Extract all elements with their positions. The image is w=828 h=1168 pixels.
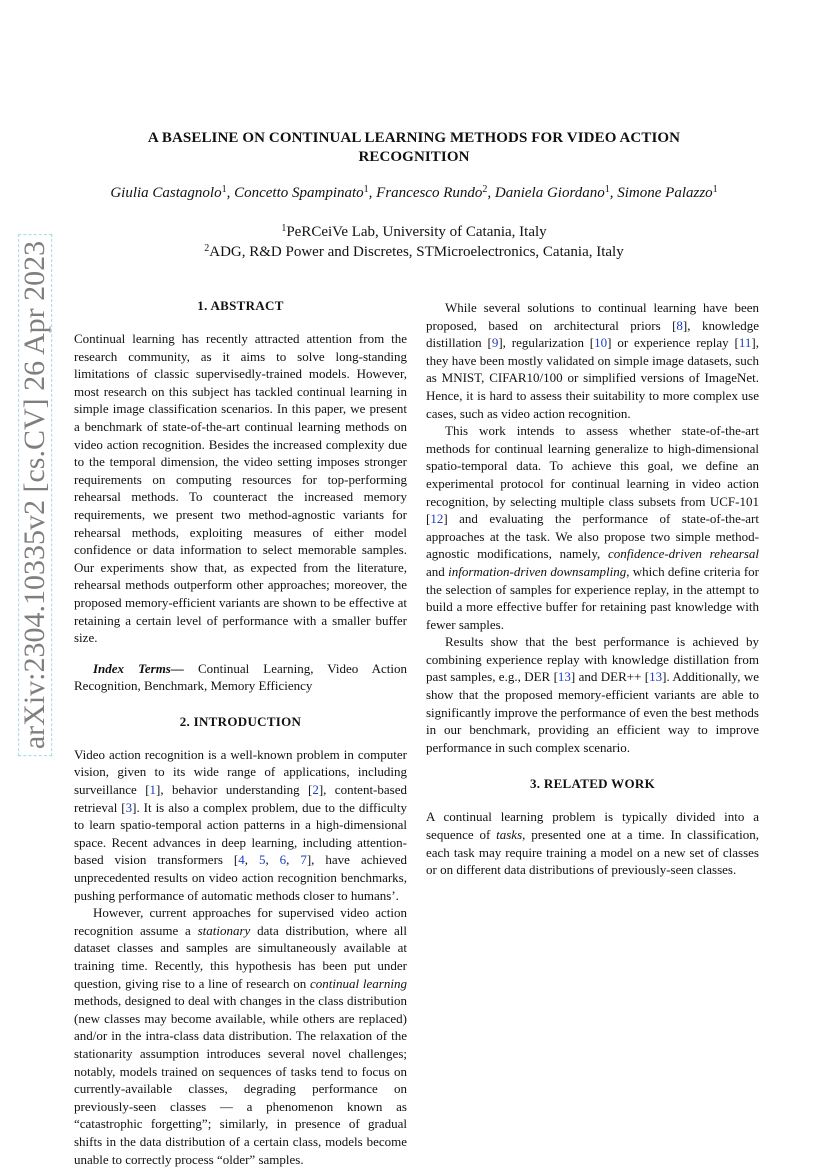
index-terms-label: Index Terms— bbox=[93, 660, 184, 676]
citation-link[interactable]: 13 bbox=[649, 669, 663, 685]
citation-link[interactable]: 7 bbox=[300, 852, 307, 868]
author-name: Giulia Castagnolo bbox=[110, 185, 222, 201]
abstract-heading: 1. ABSTRACT bbox=[197, 298, 284, 313]
related-work-heading: 3. RELATED WORK bbox=[529, 776, 655, 792]
citation-link[interactable]: 13 bbox=[557, 669, 571, 685]
author-affiliation-mark: 2 bbox=[482, 184, 488, 195]
intro-paragraph-1: Video action recognition is a well-known problem in computer vision, given to its wide range of applications, including surveillance [1], behavior understanding [2], content-based retrieval [3]. It is also a complex problem, due to the difficulty to learn spatio-temporal action patterns in a high-dimensional space. Recent advances in deep learning, including attention-based vision transformers [4, 5, 6, 7], have achieved unprecedented results on video action recognition benchmarks, pushing performance of automatic methods closer to humans’. bbox=[74, 746, 408, 903]
citation-link[interactable]: 10 bbox=[594, 335, 608, 351]
abstract-text: Continual learning has recently attracted attention from the research community, as it aims to solve long-standing limitations of classic supervisedly-trained models. However, most research on this subject has tackled continual learning in simple image classification scenarios. In this paper, we present a benchmark of state-of-the-art continual learning methods on video action recognition. Besides the increased complexity due to the temporal dimension, the video setting imposes stronger requirements on computing resources for top-performing rehearsal methods. To counteract the increased memory requirements, we present two method-agnostic variants for rehearsal methods, exploiting measures of either model confidence or data information to select memorable samples. Our experiments show that, as expected from the literature, rehearsal methods outperform other approaches; moreover, the proposed memory-efficient variants are shown to be effective at retaining a certain level of performance with a smaller buffer size. bbox=[74, 331, 407, 646]
author-name: Daniela Giordano bbox=[494, 185, 605, 201]
paper-title: A BASELINE ON CONTINUAL LEARNING METHODS FOR VIDEO ACTION RECOGNITION bbox=[147, 130, 681, 165]
author-affiliation-mark: 1 bbox=[712, 184, 718, 195]
left-column bbox=[74, 297, 407, 1168]
affiliation-mark: 2 bbox=[204, 243, 210, 254]
affiliation-2 bbox=[60, 244, 768, 261]
citation-link[interactable]: 2 bbox=[312, 782, 319, 798]
intro-paragraph-3: While several solutions to continual learning have been proposed, based on architectural priors [8], knowledge distillation [9], regularization [10] or experience replay [11], they have been mostly validated on simple image datasets, such as MNIST, CIFAR10/100 or simplified versions of ImageNet. Hence, it is hard to assess their suitability to more complex use cases, such as video action recognition. bbox=[426, 300, 759, 421]
citation-link[interactable]: 6 bbox=[279, 852, 287, 868]
emphasis-text: information-driven downsampling bbox=[448, 563, 627, 579]
citation-link[interactable]: 1 bbox=[149, 782, 157, 798]
citation-link[interactable]: 8 bbox=[676, 317, 683, 333]
arxiv-identifier[interactable]: arXiv:2304.10335v2 [cs.CV] 26 Apr 2023 bbox=[18, 234, 52, 756]
citation-link[interactable]: 11 bbox=[738, 335, 752, 351]
affiliation-text: PeRCeiVe Lab, University of Catania, Italy bbox=[286, 224, 547, 240]
right-column bbox=[426, 299, 759, 879]
author-name: Simone Palazzo bbox=[617, 185, 713, 201]
author-affiliation-mark: 1 bbox=[604, 184, 610, 195]
author-affiliation-mark: 1 bbox=[363, 184, 369, 195]
index-terms-text: Continual Learning, Video Action Recognition, Benchmark, Memory Efficiency bbox=[74, 660, 407, 694]
citation-link[interactable]: 9 bbox=[491, 335, 499, 351]
affiliation-mark: 1 bbox=[281, 223, 287, 234]
author-name: Concetto Spampinato bbox=[234, 185, 364, 201]
index-terms bbox=[74, 660, 407, 695]
intro-paragraph-5: Results show that the best performance is achieved by combining experience replay with knowledge distillation from past samples, e.g., DER [13] and DER++ [13]. Additionally, we show that the proposed memory-efficient variants are able to significantly improve the performance of even the best methods in our benchmark, providing an efficient way to improve performance in such complex scenario. bbox=[426, 634, 759, 755]
author-affiliation-mark: 1 bbox=[221, 184, 227, 195]
citation-link[interactable]: 12 bbox=[430, 511, 444, 527]
arxiv-sidebar bbox=[18, 240, 52, 750]
emphasis-text: confidence-driven rehearsal bbox=[608, 546, 759, 562]
citation-link[interactable]: 4 bbox=[238, 852, 245, 868]
emphasis-text: continual learning bbox=[310, 975, 407, 991]
intro-paragraph-2: However, current approaches for supervised video action recognition assume a stationary data distribution, where all dataset classes and samples are simultaneously available at training time. Recently, this hypothesis has been put under question, giving rise to a line of research on continual learning methods, designed to deal with changes in the class distribution (new classes may become available, while others are replaced) and/or in the intra-class data distribution. The relaxation of the stationarity assumption introduces several novel challenges; notably, models trained on sequences of tasks tend to focus on currently-available classes, degrading performance on previously-seen classes — a phenomenon known as “catastrophic forgetting”; similarly, in presence of gradual shifts in the data distribution of a certain class, models become unable to correctly process “older” samples. bbox=[74, 905, 407, 1167]
citation-link[interactable]: 3 bbox=[125, 799, 133, 815]
intro-paragraph-4: This work intends to assess whether state-of-the-art methods for continual learning generalize to high-dimensional spatio-temporal data. To achieve this goal, we define an experimental protocol for continual learning in video action recognition, by selecting multiple class subsets from UCF-101 [12] and evaluating the performance of state-of-the-art approaches at the task. We also propose two simple method-agnostic modifications, namely, confidence-driven rehearsal and information-driven downsampling, which define criteria for the selection of samples for experience replay, in the attempt to build a more effective buffer for retaining past knowledge with fewer samples. bbox=[426, 423, 759, 632]
related-paragraph-1: A continual learning problem is typically divided into a sequence of tasks, presented one at a time. In classification, each task may require training a model on a new set of classes or on different data distributions of previously-seen classes. bbox=[426, 809, 759, 878]
citation-link[interactable]: 5 bbox=[258, 852, 266, 868]
introduction-heading: 2. INTRODUCTION bbox=[179, 713, 302, 729]
author-list: Giulia Castagnolo$^1$, Concetto Spampinato$^1$, Francesco Rundo$^2$, Daniela Giordano$^1$, Simone Palazzo$^1$ bbox=[110, 184, 718, 201]
author-name: Francesco Rundo bbox=[376, 185, 483, 201]
emphasis-text: stationary bbox=[197, 922, 251, 938]
emphasis-text: tasks bbox=[496, 827, 523, 843]
affiliation-text: ADG, R&D Power and Discretes, STMicroelectronics, Catania, Italy bbox=[209, 244, 624, 260]
affiliation-1 bbox=[60, 224, 768, 241]
